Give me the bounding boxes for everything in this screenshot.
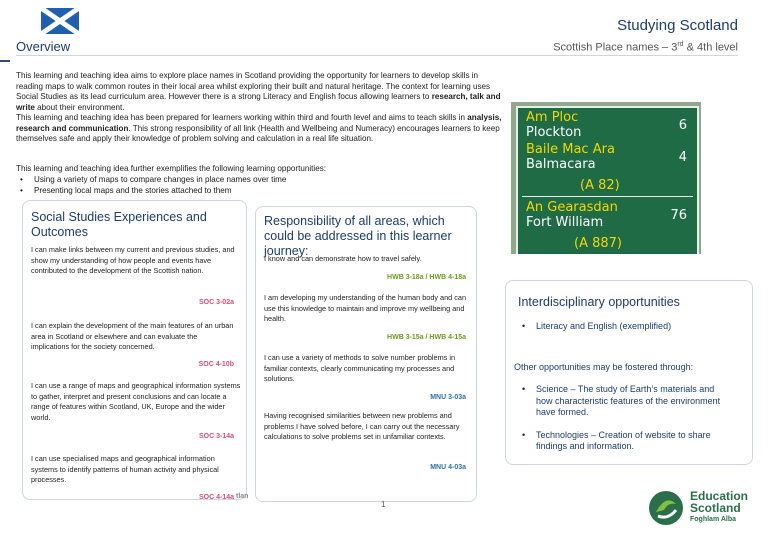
outcome-code: SOC 3-02a: [198, 299, 234, 306]
list-item: • Using a variety of maps to compare changes in place names over time: [34, 175, 286, 186]
outcome-text: I can use a variety of methods to solve number problems in familiar contexts, clearly communicating my processes and solutions.: [264, 353, 456, 383]
sign-english-name: Balmacara: [526, 157, 596, 172]
intro-paragraph-2: This learning and teaching idea has been prepared for learners working within third and fourth level and aims to teach skills in analysis, research and communication. This strong responsibility of all link (Health and Wellbeing and Numeracy) encourages learners to keep themselves safe and apply their knowledge of problem solving and calculation in a real life situation.: [16, 113, 502, 144]
interdisciplinary-heading: Interdisciplinary opportunities: [518, 295, 680, 309]
outcome-text: I can use a range of maps and geographical information systems to gather, interpret and present conclusions and can locate a range of features within Scotland, UK, Europe and the wider world.: [31, 381, 241, 422]
intro-paragraph-1: This learning and teaching idea aims to explore place names in Scotland providing the opportunity for learners to develop skills in reading maps to walk common routes in their local area whilst exploring their built and natural heritage. The context for learning uses Social Studies as its lead curriculum area. However there is a strong Literacy and English focus allowing learners to research, talk and write about their environment.: [16, 71, 501, 112]
other-opportunities-label: Other opportunities may be fostered through:: [514, 362, 694, 372]
road-sign-image: [511, 102, 701, 254]
intro-paragraph-3: This learning and teaching idea further exemplifies the following learning opportunities:: [16, 164, 326, 173]
outcome-code: MNU 4-03a: [430, 464, 466, 471]
logo-wordmark: Education Scotland: [690, 489, 749, 515]
interdisciplinary-box: [505, 280, 753, 465]
outcome-text: I can explain the development of the main features of an urban area in Scotland or elsewhere and can evaluate the implications for the society concerned.: [31, 321, 234, 351]
education-scotland-logo-icon: [648, 490, 684, 526]
sign-road-number: (A 82): [580, 178, 620, 193]
responsibility-heading: Responsibility of all areas, which could be addressed in this learner journey:: [264, 214, 452, 258]
margin-mark: [0, 60, 10, 62]
logo-subtitle: Foghlam Alba: [690, 516, 737, 523]
responsibility-box: [255, 206, 477, 502]
list-item: • Presenting local maps and the stories attached to them: [34, 186, 286, 197]
learning-opportunities-list: [34, 175, 286, 196]
sign-distance: 4: [678, 150, 687, 165]
outcome-code: SOC 3-14a: [198, 433, 234, 440]
list-item: • Technologies – Creation of website to share findings and information.: [536, 430, 726, 453]
sign-gaelic-name: An Gearasdan: [526, 200, 618, 215]
outcome-code: HWB 3-18a / HWB 4-18a: [387, 274, 466, 281]
road-sign-panel: [516, 106, 699, 254]
section-heading: Overview: [16, 39, 71, 54]
page-title: Studying Scotland: [617, 17, 738, 34]
outcome-code: HWB 3-15a / HWB 4-15a: [387, 334, 466, 341]
outcome-text: I am developing my understanding of the human body and can use this knowledge to maintain and improve my wellbeing and health.: [264, 293, 467, 323]
outcome-text: I can make links between my current and previous studies, and show my understanding of how people and events have contributed to the development of the Scottish nation.: [31, 245, 235, 275]
other-opportunities-list: [536, 384, 726, 453]
outcome-text: I can use specialised maps and geographical information systems to identify patterns of human activity and physical processes.: [31, 454, 219, 484]
footer-text-fragment: tlan: [236, 493, 249, 500]
outcome-text: Having recognised similarities between new problems and problems I have solved before, I can carry out the necessary calculations to solve problems set in unfamiliar contexts.: [264, 411, 460, 441]
outcome-code: MNU 3-03a: [430, 394, 466, 401]
outcome-code: SOC 4-10b: [198, 361, 234, 368]
sign-gaelic-name: Am Ploc: [526, 110, 579, 125]
outcome-text: I know and can demonstrate how to travel safely.: [264, 254, 422, 263]
sign-divider: [522, 196, 693, 197]
sign-distance: 76: [670, 208, 687, 223]
sign-road-number: (A 887): [574, 236, 622, 251]
list-item: • Science – The study of Earth’s materials and how characteristic features of the environment have formed.: [536, 384, 726, 419]
sign-gaelic-name: Baile Mac Ara: [526, 142, 615, 157]
sign-distance: 6: [678, 118, 687, 133]
page-subtitle: Scottish Place names – 3rd & 4th level: [553, 41, 738, 54]
page-number: 1: [381, 500, 386, 509]
outcome-code: SOC 4-14a: [198, 494, 234, 501]
scotland-flag-icon: [41, 8, 79, 34]
sign-english-name: Fort William: [526, 215, 604, 230]
list-item: • Literacy and English (exemplified): [536, 321, 736, 333]
sign-english-name: Plockton: [526, 125, 582, 140]
header-divider: [16, 55, 738, 56]
primary-opportunities-list: [536, 321, 736, 333]
social-studies-heading: Social Studies Experiences and Outcomes: [31, 210, 207, 239]
social-studies-box: [22, 200, 247, 500]
education-scotland-logo: [648, 488, 748, 536]
